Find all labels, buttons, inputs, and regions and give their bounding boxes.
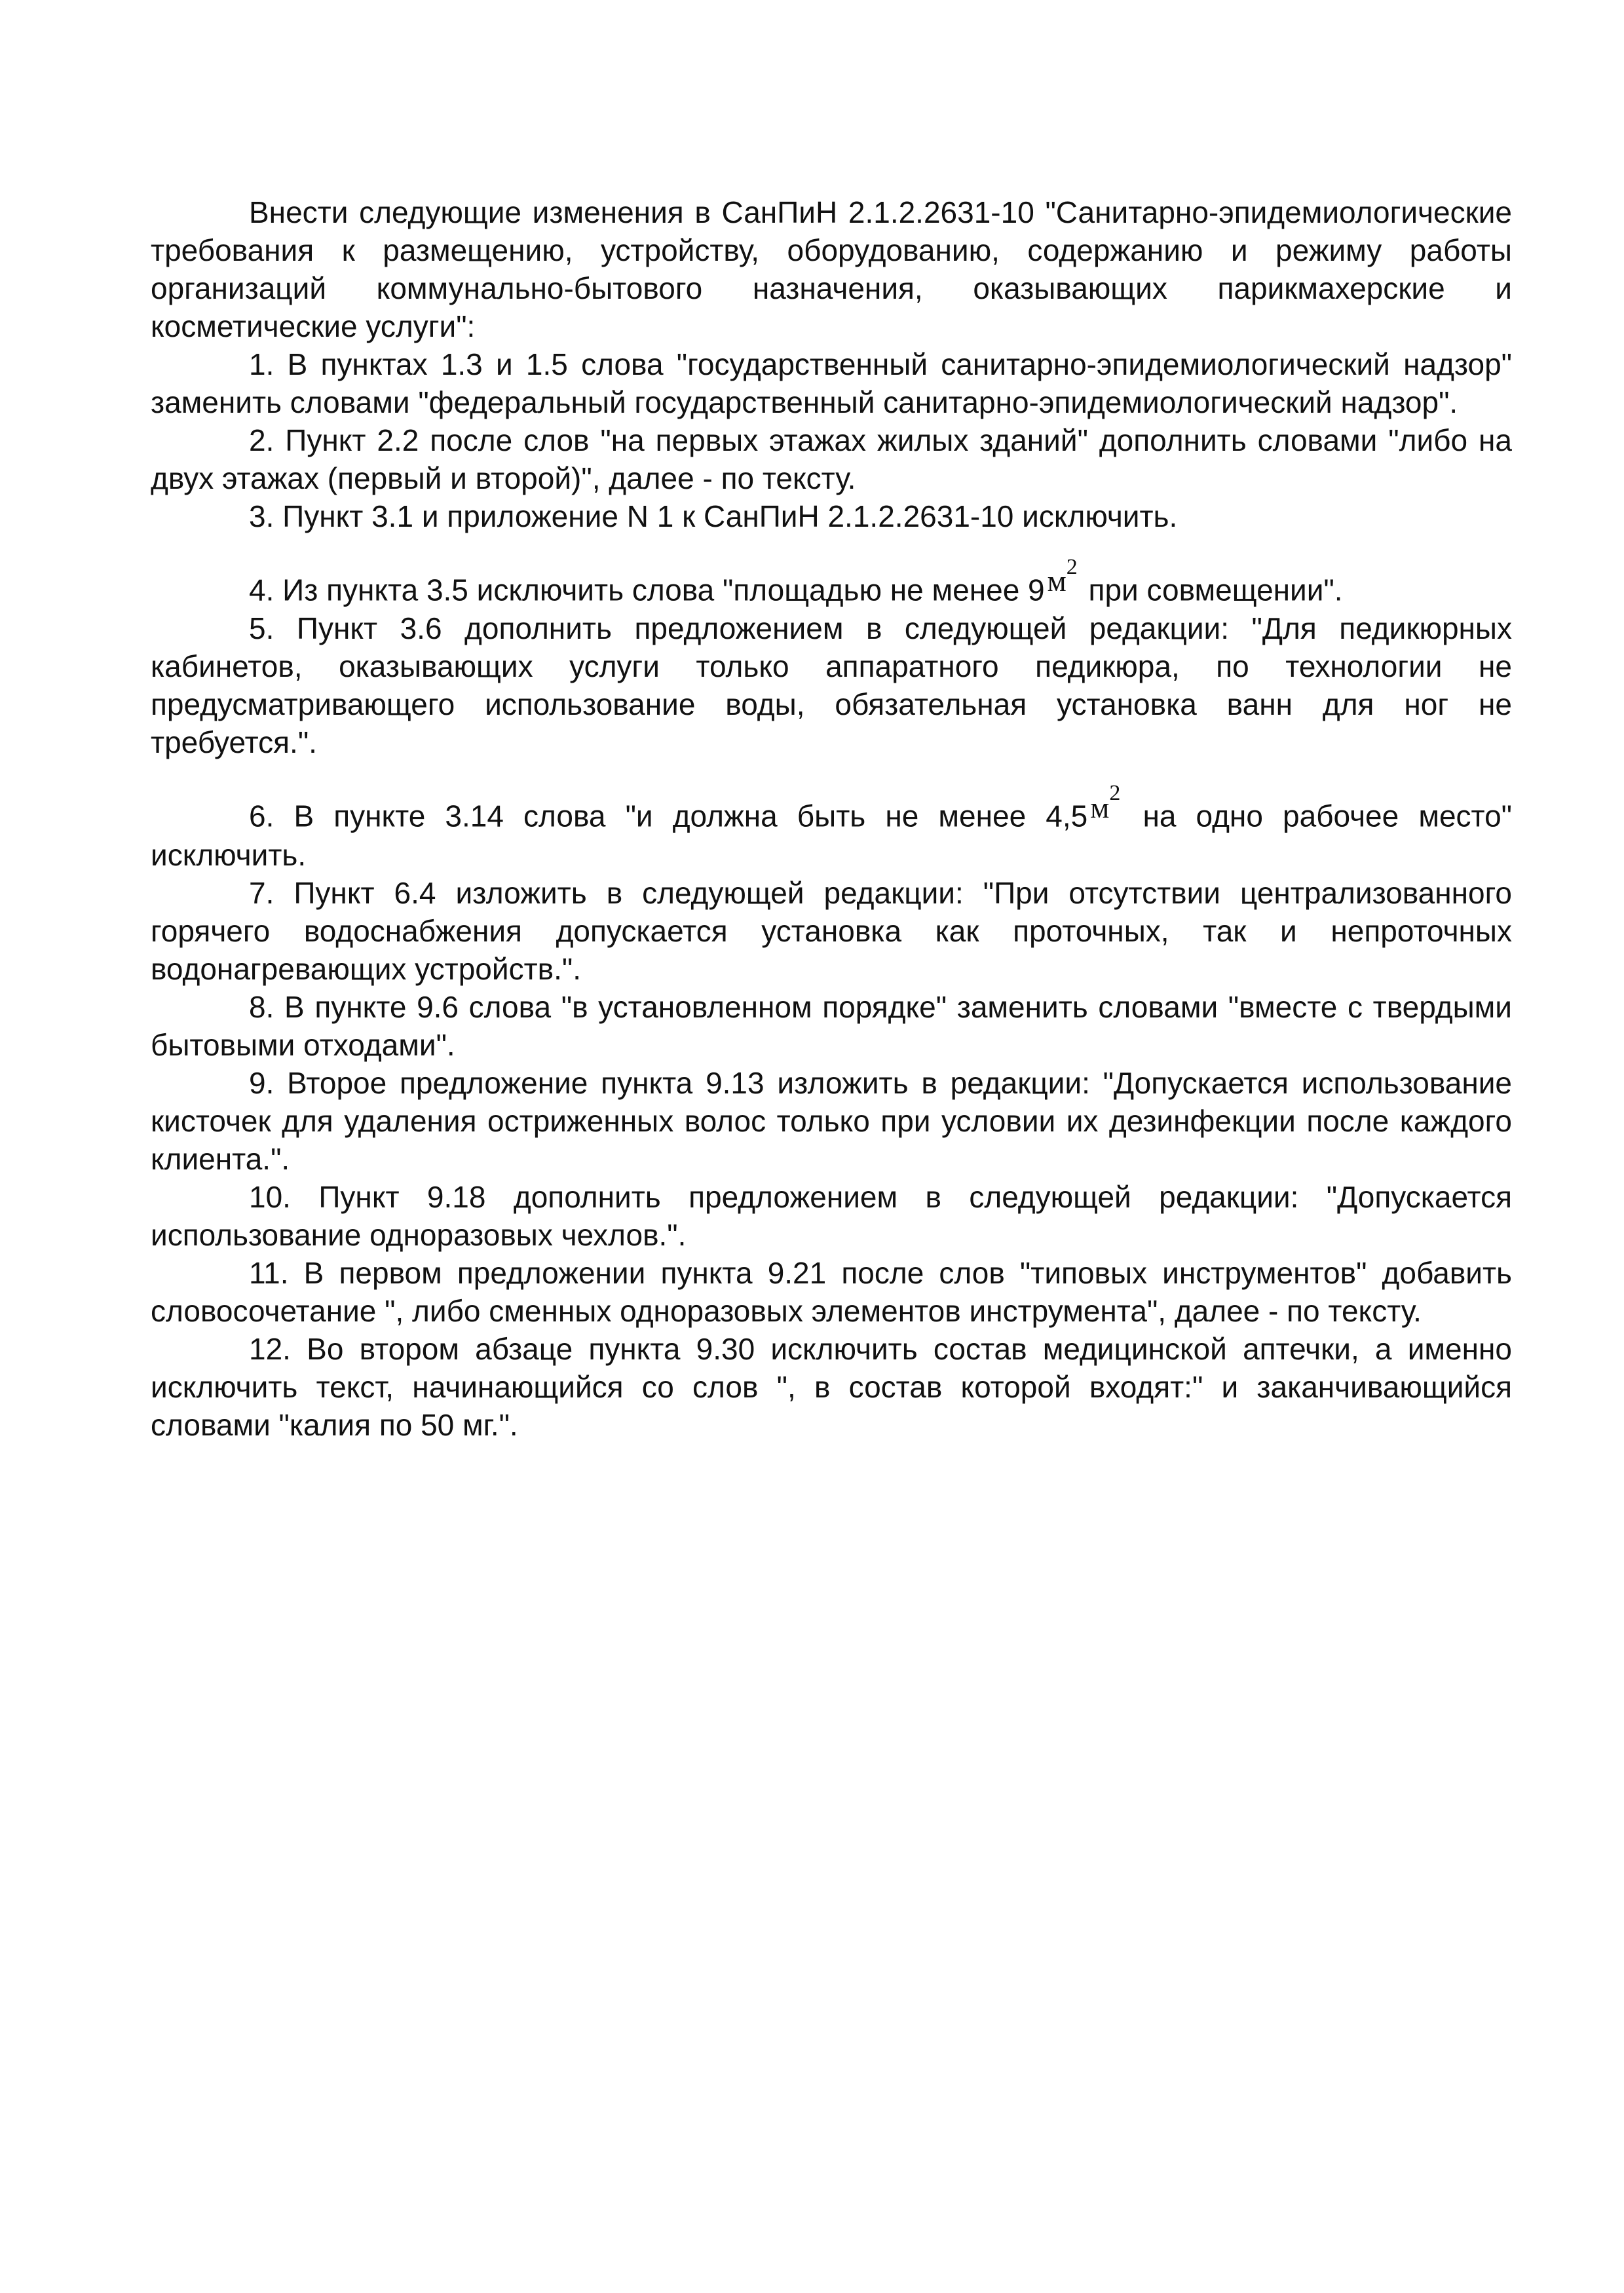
- list-item: [151, 555, 1512, 609]
- list-item: 1. В пунктах 1.3 и 1.5 слова "государственный санитарно-эпидемиологический надзор" заменить словами "федеральный государственный санитарно-эпидемиологический надзор".: [151, 347, 1512, 419]
- list-item: 5. Пункт 3.6 дополнить предложением в следующей редакции: "Для педикюрных кабинетов, оказывающих услуги только аппаратного педикюра, по технологии не предусматривающего использование воды, обязательная установка ванн для ног не требуется.".: [151, 611, 1512, 760]
- item-text: при совмещении".: [1088, 573, 1343, 607]
- item-text: на одно рабочее место" исключить.: [151, 799, 1512, 872]
- unit-symbol: м: [1090, 790, 1110, 824]
- unit-power: 2: [1066, 555, 1078, 579]
- unit-power: 2: [1109, 781, 1121, 806]
- list-item: 3. Пункт 3.1 и приложение N 1 к СанПиН 2.1.2.2631-10 исключить.: [249, 499, 1178, 533]
- unit-symbol: м: [1047, 564, 1067, 598]
- list-item: 12. Во втором абзаце пункта 9.30 исключить состав медицинской аптечки, а именно исключить текст, начинающийся со слов ", в состав которой входят:" и заканчивающийся словами "калия по 50 мг.".: [151, 1331, 1512, 1442]
- list-item: 9. Второе предложение пункта 9.13 изложить в редакции: "Допускается использование кисточек для удаления остриженных волос только при условии их дезинфекции после каждого клиента.".: [151, 1065, 1512, 1176]
- list-item: 7. Пункт 6.4 изложить в следующей редакции: "При отсутствии централизованного горячего водоснабжения допускается установка как проточных, так и непроточных водонагревающих устройств.".: [151, 875, 1512, 986]
- list-item: [151, 781, 1512, 873]
- list-item: 2. Пункт 2.2 после слов "на первых этажах жилых зданий" дополнить словами "либо на двух этажах (первый и второй)", далее - по тексту.: [151, 423, 1512, 495]
- list-item: 11. В первом предложении пункта 9.21 после слов "типовых инструментов" добавить словосочетание ", либо сменных одноразовых элементов инструмента", далее - по тексту.: [151, 1255, 1512, 1328]
- document-body: [151, 193, 1512, 1444]
- list-item: 8. В пункте 9.6 слова "в установленном порядке" заменить словами "вместе с твердыми бытовыми отходами".: [151, 989, 1512, 1062]
- item-text: 4. Из пункта 3.5 исключить слова "площадью не менее 9: [249, 573, 1045, 607]
- item-text: 6. В пункте 3.14 слова "и должна быть не менее 4,5: [249, 799, 1088, 833]
- list-item: 10. Пункт 9.18 дополнить предложением в следующей редакции: "Допускается использование одноразовых чехлов.".: [151, 1179, 1512, 1252]
- unit-square-meter: [1047, 555, 1078, 598]
- intro-paragraph: Внести следующие изменения в СанПиН 2.1.2.2631-10 "Санитарно-эпидемиологические требования к размещению, устройству, оборудованию, содержанию и режиму работы организаций коммунально-бытового назначения, оказывающих парикмахерские и косметические услуги":: [151, 195, 1512, 343]
- unit-square-meter: [1090, 781, 1121, 824]
